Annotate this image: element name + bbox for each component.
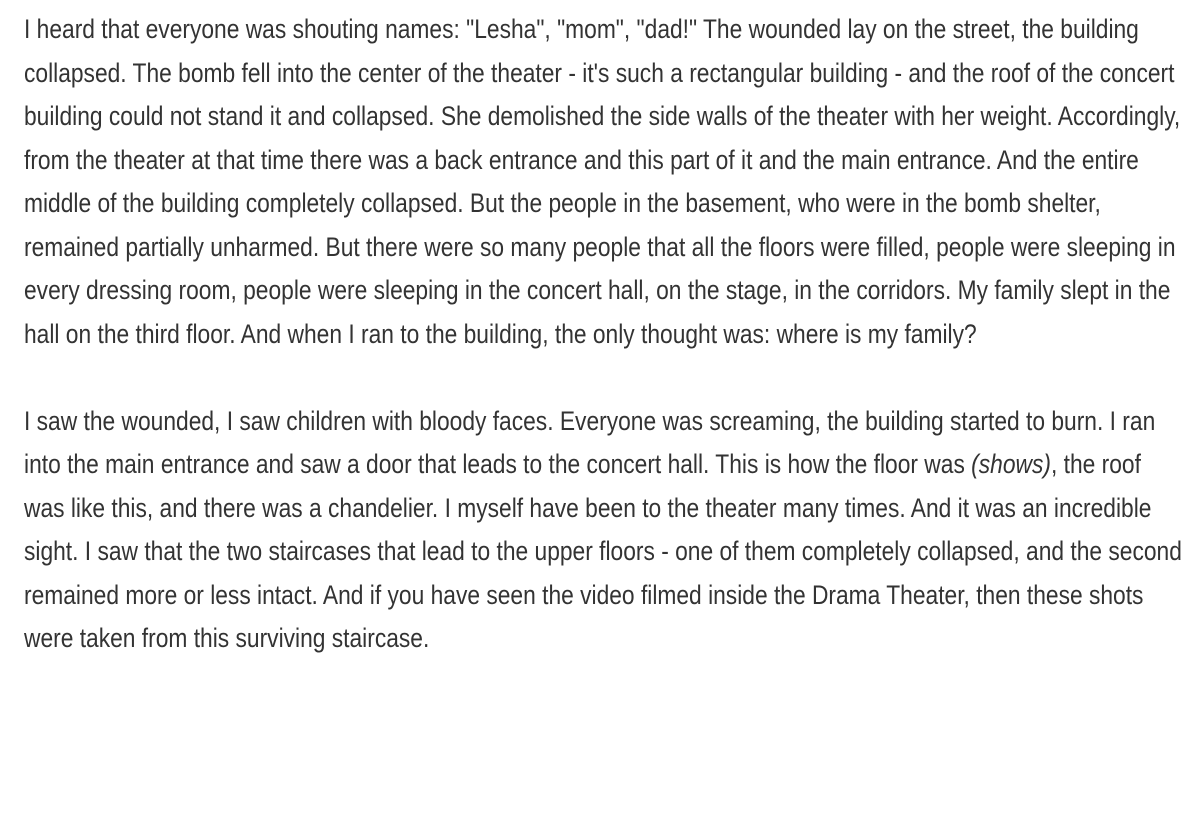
paragraph-2-text-start: I saw the wounded, I saw children with bloody faces. Everyone was screaming, the building started to burn. I ran into the main entrance and saw a door that leads to the concert hall. This is how the floor was bbox=[24, 405, 1156, 479]
paragraph-1: I heard that everyone was shouting names: "Lesha", "mom", "dad!" The wounded lay on the street, the building collapsed. The bomb fell into the center of the theater - it's such a rectangular building - and the roof of the concert building could not stand it and collapsed. She demolished the side walls of the theater with her weight. Accordingly, from the theater at that time there was a back entrance and this part of it and the main entrance. And the entire middle of the building completely collapsed. But the people in the basement, who were in the bomb shelter, remained partially unharmed. But there were so many people that all the floors were filled, people were sleeping in every dressing room, people were sleeping in the concert hall, on the stage, in the corridors. My family slept in the hall on the third floor. And when I ran to the building, the only thought was: where is my family? bbox=[24, 14, 1181, 349]
paragraph-2-text-end: , the roof was like this, and there was a chandelier. I myself have been to the theater many times. And it was an incredible sight. I saw that the two staircases that lead to the upper floors - one of them completely collapsed, and the second remained more or less intact. And if you have seen the video filmed inside the Drama Theater, then these shots were taken from this surviving staircase. bbox=[24, 449, 1182, 653]
article-body bbox=[24, 8, 1183, 661]
paragraph-2 bbox=[24, 400, 1183, 661]
stage-direction: (shows) bbox=[971, 449, 1051, 479]
